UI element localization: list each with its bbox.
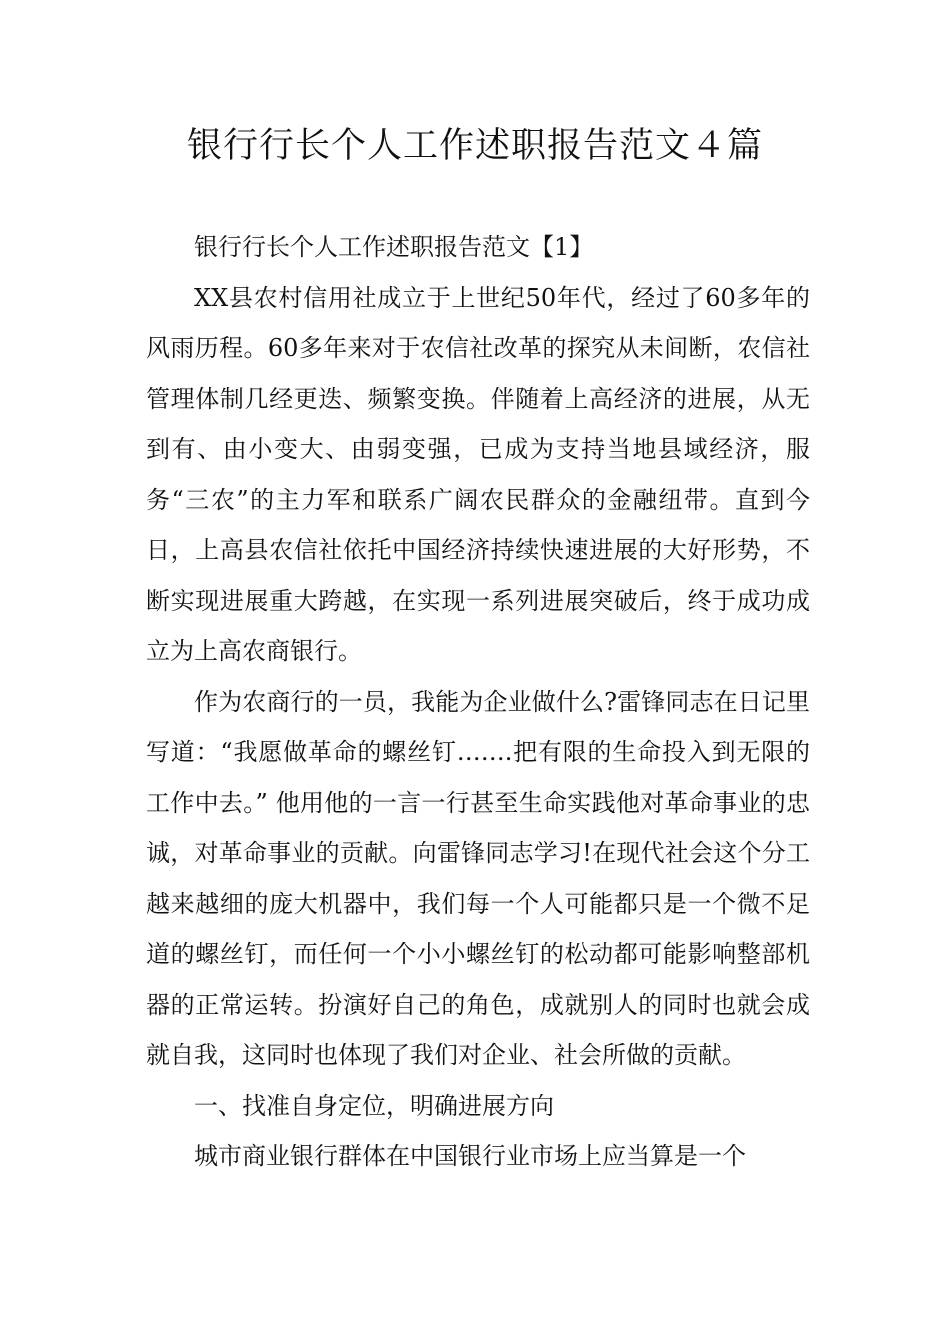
paragraph-role: 作为农商行的一员，我能为企业做什么?雷锋同志在日记里写道：“我愿做革命的螺丝钉…….把有限的生命投入到无限的工作中去。” 他用他的一言一行甚至生命实践他对革命事业的忠诚，对革命事业的贡献。向雷锋同志学习!在现代社会这个分工越来越细的庞大机器中，我们每一个人可能都只是一个微不足道的螺丝钉，而任何一个小小螺丝钉的松动都可能影响整部机器的正常运转。扮演好自己的角色，成就别人的同时也就会成就自我，这同时也体现了我们对企业、社会所做的贡献。	[146, 687, 810, 1069]
paragraph-city-banks: 城市商业银行群体在中国银行业市场上应当算是一个	[194, 1142, 746, 1170]
subheading-positioning: 一、找准自身定位，明确进展方向	[194, 1091, 554, 1120]
document-title: 银行行长个人工作述职报告范文４篇	[186, 126, 763, 166]
paragraph-history: XX县农村信用社成立于上世纪50年代，经过了60多年的风雨历程。60多年来对于农信社改革的探究从未间断，农信社管理体制几经更迭、频繁变换。伴随着上高经济的进展，从无到有、由小变大、由弱变强，已成为支持当地县域经济，服务“三农”的主力军和联系广阔农民群众的金融纽带。直到今日，上高县农信社依托中国经济持续快速进展的大好形势，不断实现进展重大跨越，在实现一系列进展突破后，终于成功成立为上高农商银行。	[146, 283, 810, 665]
document-body	[146, 222, 810, 1182]
section-heading-1: 银行行长个人工作述职报告范文【1】	[194, 233, 594, 261]
